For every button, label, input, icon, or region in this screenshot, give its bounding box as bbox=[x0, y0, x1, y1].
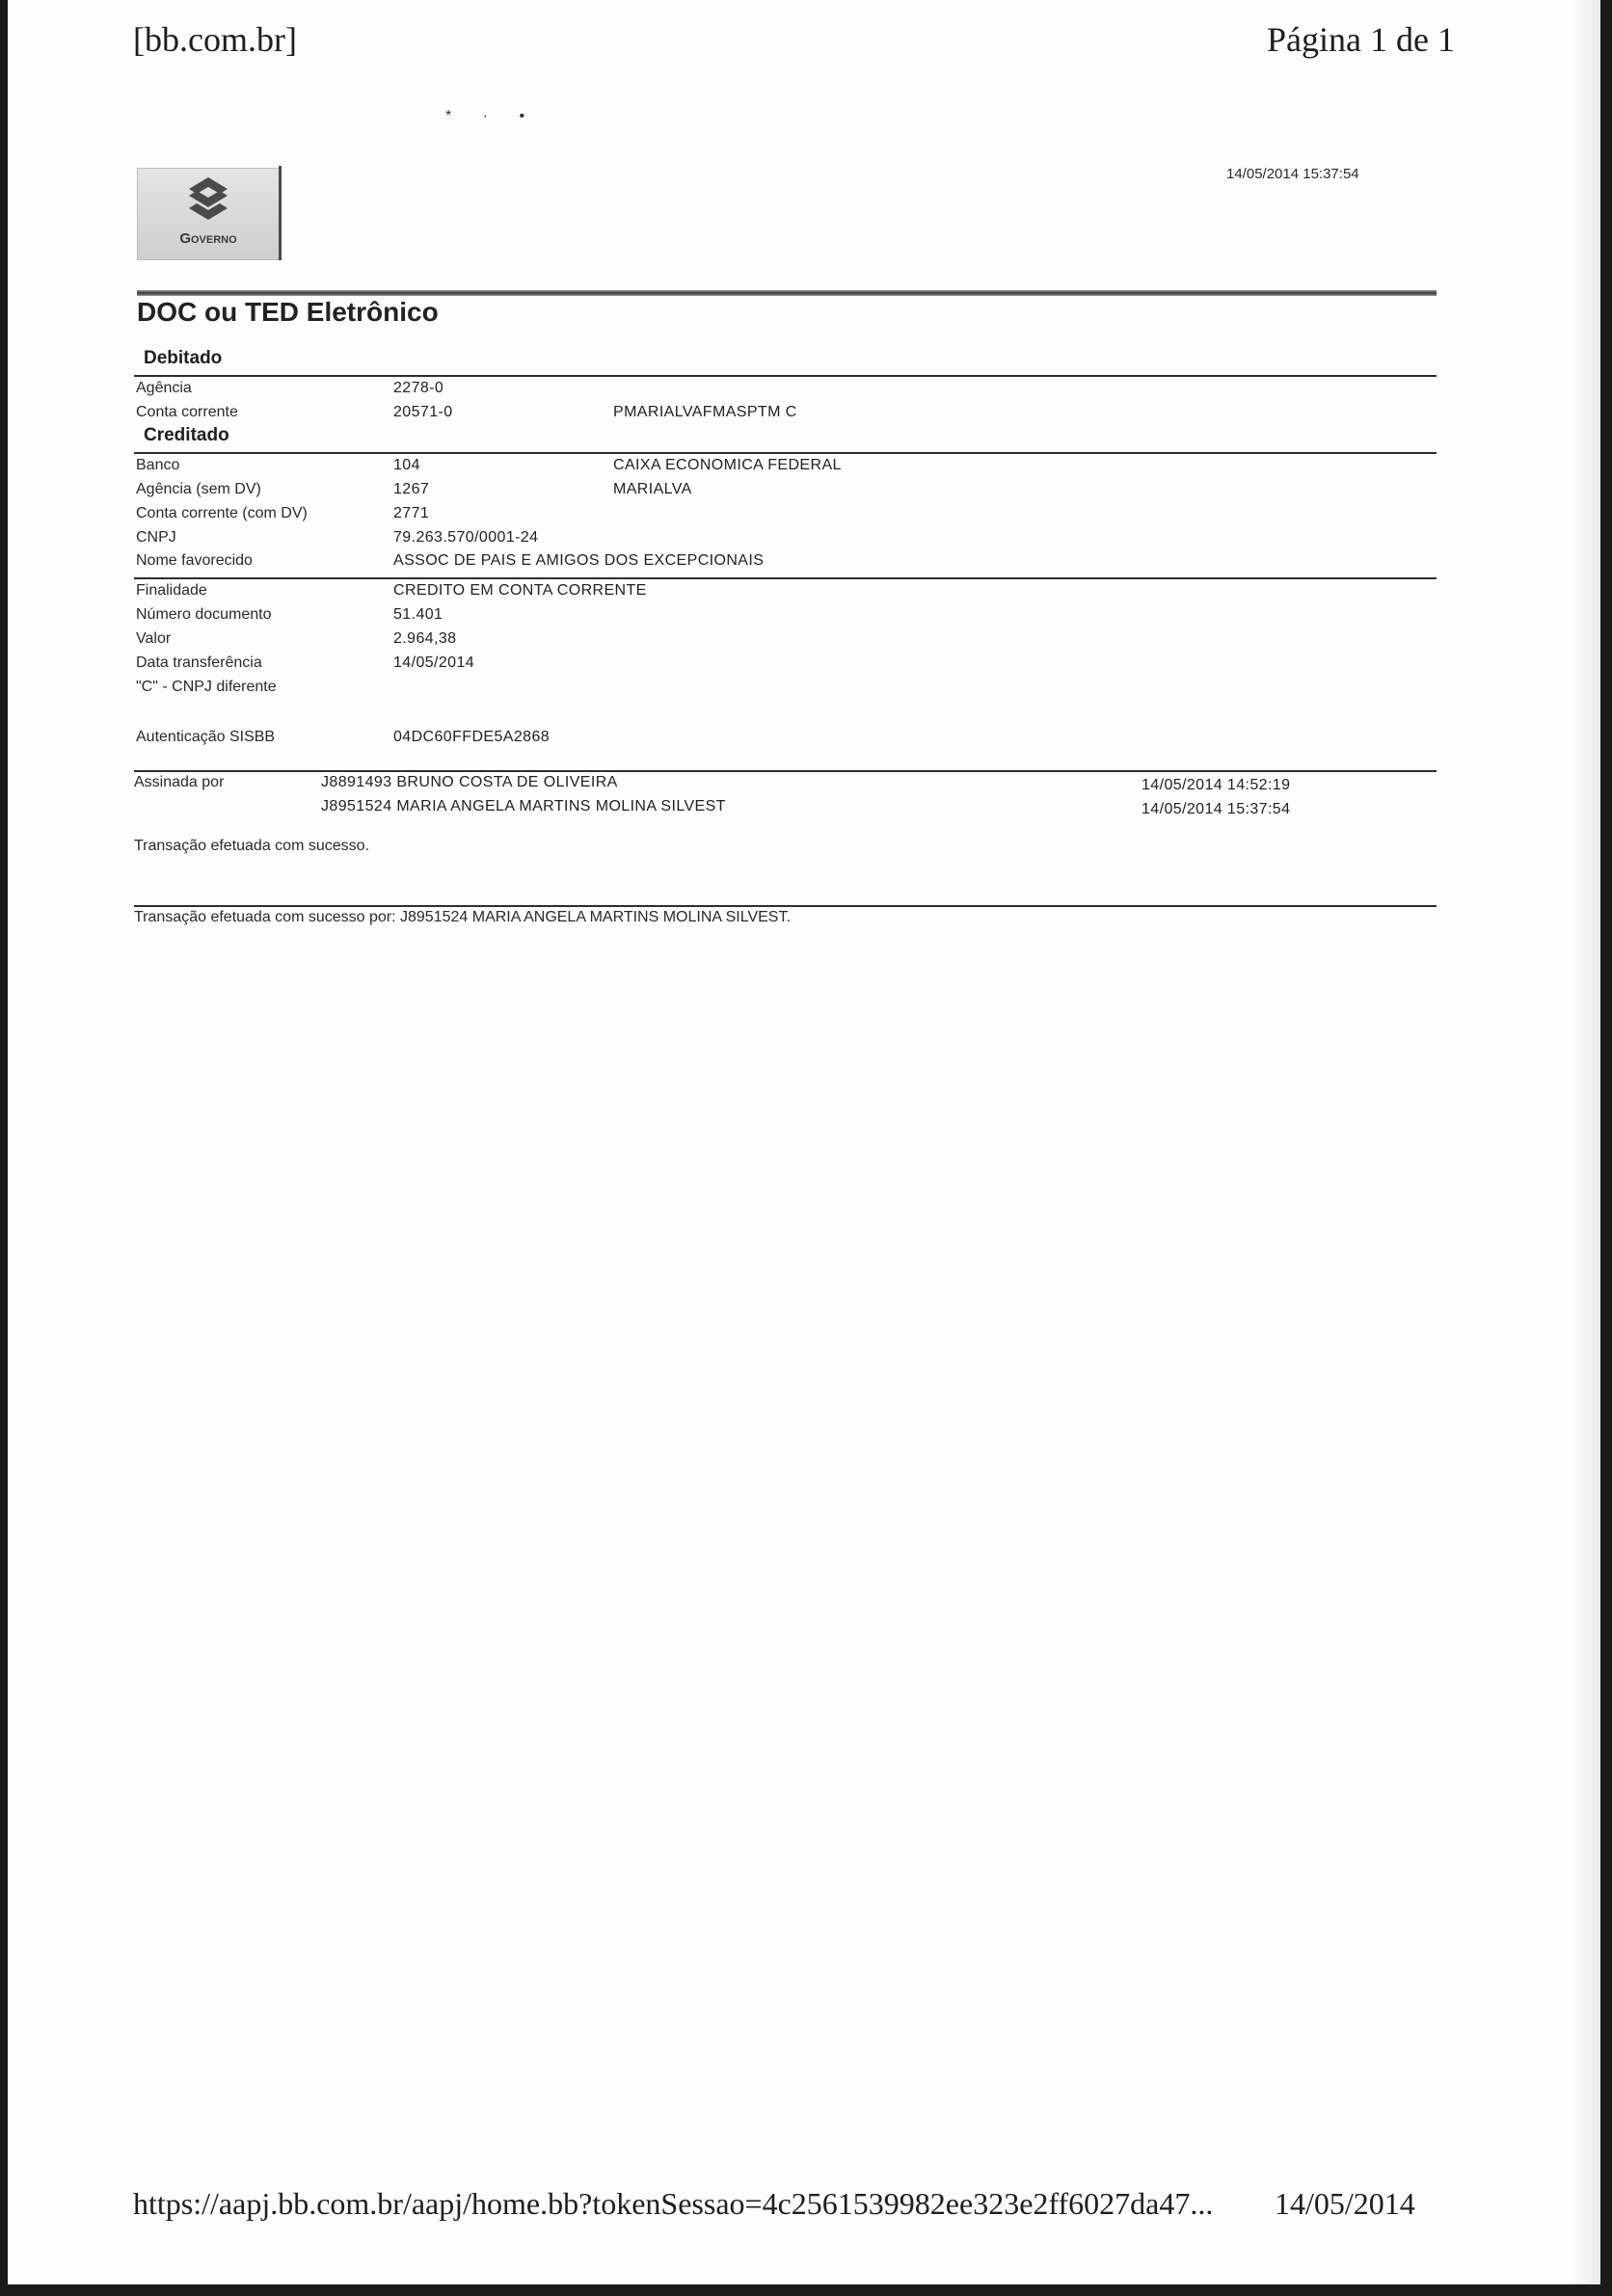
rule-details bbox=[134, 577, 1437, 579]
field-extra: PMARIALVAFMASPTM C bbox=[613, 404, 797, 420]
scan-specks: * · • bbox=[445, 108, 539, 124]
page-edge-shadow bbox=[1572, 0, 1600, 2284]
document-page bbox=[8, 0, 1600, 2284]
field-value: 1267 bbox=[393, 481, 430, 497]
field-value: 2.964,38 bbox=[393, 630, 457, 647]
auth-label: Autenticação SISBB bbox=[136, 729, 276, 745]
field-label: CNPJ bbox=[136, 529, 176, 546]
transaction-status: Transação efetuada com sucesso. bbox=[134, 838, 369, 854]
field-label: Data transferência bbox=[136, 654, 262, 671]
field-label: Finalidade bbox=[136, 582, 207, 599]
signatures-label: Assinada por bbox=[134, 774, 225, 790]
section-debitado: Debitado bbox=[144, 348, 223, 368]
logo-divider bbox=[279, 166, 282, 260]
field-label: Agência (sem DV) bbox=[136, 481, 261, 497]
field-label: Conta corrente bbox=[136, 404, 238, 420]
field-label: Banco bbox=[136, 457, 180, 473]
field-value: 79.263.570/0001-24 bbox=[393, 529, 539, 546]
bb-logo-icon bbox=[186, 174, 230, 223]
bb-governo-logo bbox=[137, 168, 280, 260]
field-value: 51.401 bbox=[393, 606, 443, 623]
title-rule bbox=[137, 290, 1437, 296]
field-value: 14/05/2014 bbox=[393, 654, 475, 671]
field-value: 2771 bbox=[393, 505, 430, 521]
field-label: Agência bbox=[136, 380, 192, 396]
field-extra: CAIXA ECONOMICA FEDERAL bbox=[613, 457, 842, 473]
signer-datetime: 14/05/2014 15:37:54 bbox=[1142, 801, 1291, 817]
field-value: ASSOC DE PAIS E AMIGOS DOS EXCEPCIONAIS bbox=[393, 552, 765, 569]
field-value: 2278-0 bbox=[393, 380, 444, 396]
rule-status bbox=[134, 905, 1437, 907]
field-value: 20571-0 bbox=[393, 404, 453, 420]
signer-name: J8951524 MARIA ANGELA MARTINS MOLINA SILVEST bbox=[321, 798, 726, 814]
field-label: "C" - CNPJ diferente bbox=[136, 679, 277, 695]
transaction-status-by: Transação efetuada com sucesso por: J8951524 MARIA ANGELA MARTINS MOLINA SILVEST. bbox=[134, 909, 791, 925]
field-label: Número documento bbox=[136, 606, 272, 623]
print-timestamp: 14/05/2014 15:37:54 bbox=[1226, 166, 1359, 182]
field-extra: MARIALVA bbox=[613, 481, 692, 497]
field-value: 104 bbox=[393, 457, 420, 473]
rule-signatures bbox=[134, 770, 1437, 772]
section-creditado: Creditado bbox=[144, 425, 229, 445]
field-label: Conta corrente (com DV) bbox=[136, 505, 308, 521]
footer-date: 14/05/2014 bbox=[1275, 2186, 1415, 2221]
auth-value: 04DC60FFDE5A2868 bbox=[393, 729, 551, 745]
field-label: Nome favorecido bbox=[136, 552, 253, 569]
logo-label: Governo bbox=[179, 230, 237, 247]
field-label: Valor bbox=[136, 630, 172, 647]
signer-name: J8891493 BRUNO COSTA DE OLIVEIRA bbox=[321, 774, 618, 790]
field-value: CREDITO EM CONTA CORRENTE bbox=[393, 582, 647, 599]
rule-debitado bbox=[134, 375, 1437, 377]
page-number: Página 1 de 1 bbox=[1267, 20, 1455, 59]
page-title: DOC ou TED Eletrônico bbox=[137, 297, 439, 327]
footer-url: https://aapj.bb.com.br/aapj/home.bb?tokenSessao=4c2561539982ee323e2ff6027da47... bbox=[133, 2186, 1214, 2221]
signer-datetime: 14/05/2014 14:52:19 bbox=[1142, 777, 1291, 793]
rule-creditado bbox=[134, 452, 1437, 454]
site-header: [bb.com.br] bbox=[133, 20, 297, 59]
